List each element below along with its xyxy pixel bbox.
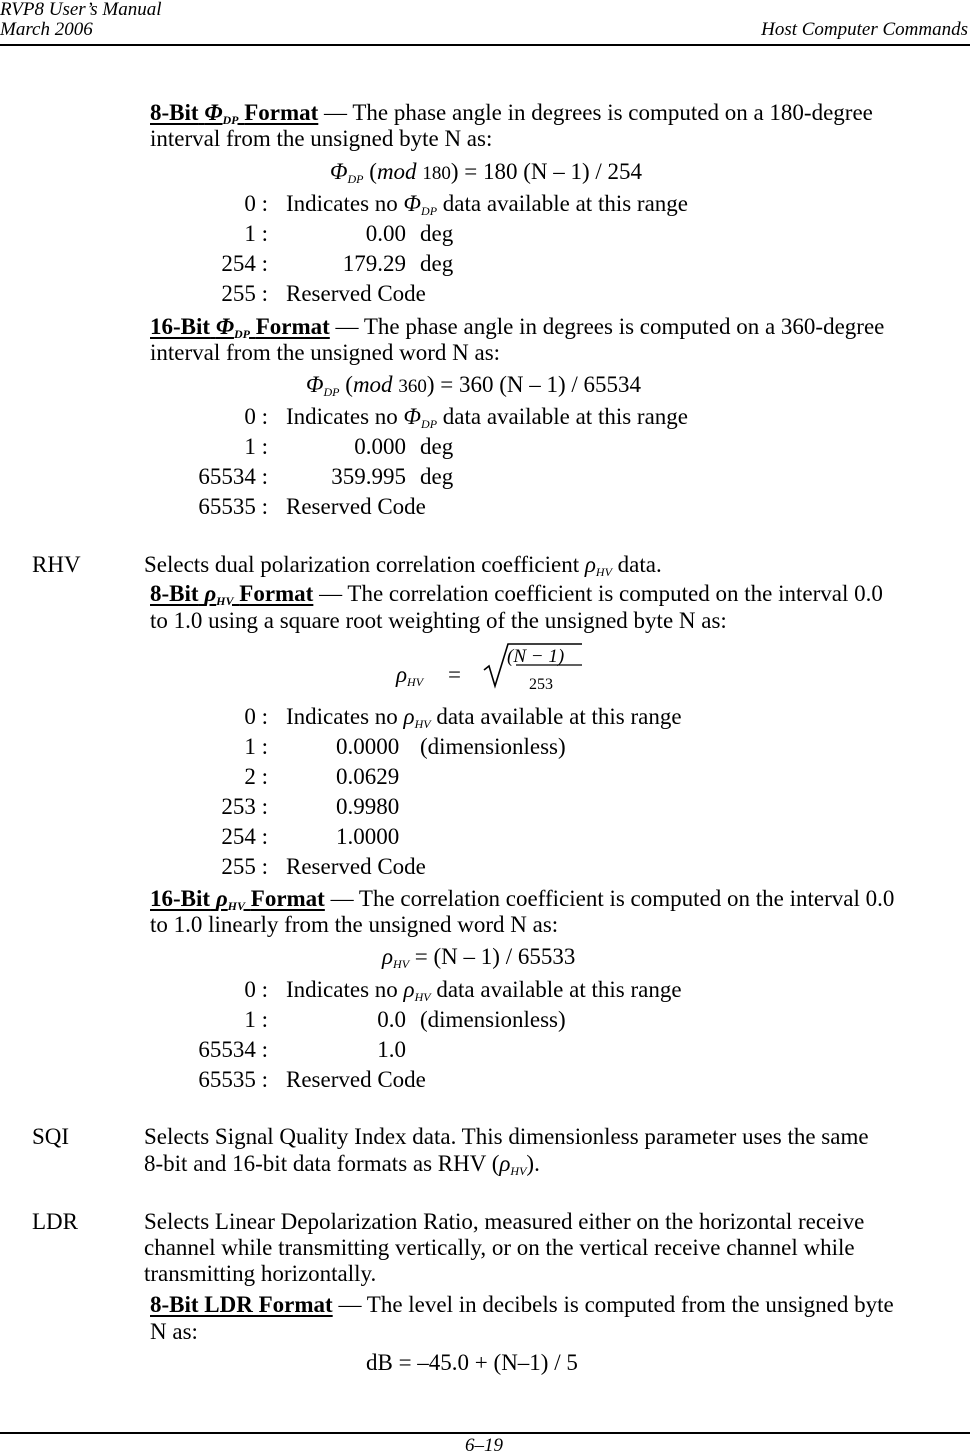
ldr-line2: channel while transmitting vertically, or on the vertical receive channel while [144,1235,855,1260]
phidp8-heading: 8-Bit ΦDP Format [150,100,319,127]
eq-numerator: (N − 1) [507,646,565,667]
table-row-index: 0 : [244,704,268,729]
header-date: March 2006 [0,19,93,40]
table-row-value: 1.0 [377,1037,406,1062]
table-row-value: Indicates no ΦDP data available at this range [286,404,688,431]
table-row-index: 65535 : [198,494,268,519]
ldr-line1: Selects Linear Depolarization Ratio, measured either on the horizontal receive [144,1209,865,1234]
rhv8-heading-line [150,581,883,610]
table-row-value: Indicates no ρHV data available at this range [286,704,682,731]
table-row-value: Reserved Code [286,1067,426,1092]
table-row-index: 2 : [244,764,268,789]
table-row-value: 0.0000 [336,734,400,759]
eq-lhs: ρHV [396,662,424,689]
ldr-desc2: N as: [150,1319,198,1344]
table-row-index: 0 : [244,977,268,1002]
table-row-unit: (dimensionless) [420,734,566,759]
sqi-line2: 8-bit and 16-bit data formats as RHV (ρHV). [144,1151,540,1178]
phidp8-desc2: interval from the unsigned byte N as: [150,126,493,151]
table-row-index: 65534 : [198,464,268,489]
table-row-index: 1 : [244,734,268,759]
rhv-intro: Selects dual polarization correlation coefficient ρHV data. [144,552,662,579]
table-row-index: 254 : [221,824,268,849]
eq-equals: = [448,662,461,687]
phidp16-heading: 16-Bit ΦDP Format [150,314,330,341]
table-row-index: 255 : [221,854,268,879]
rhv16-equation: ρHV = (N – 1) / 65533 [382,944,576,971]
table-row-value: Reserved Code [286,854,426,879]
footer-rule [0,1432,970,1434]
ldr-heading: 8-Bit LDR Format [150,1292,333,1317]
table-row-value: 359.995 [331,464,406,489]
rhv16-desc1: — The correlation coefficient is computed on the interval 0.0 [324,886,895,911]
table-row-value: Reserved Code [286,281,426,306]
table-row-index: 255 : [221,281,268,306]
table-row-index: 0 : [244,404,268,429]
table-row-value: 179.29 [342,251,406,276]
ldr-line3: transmitting horizontally. [144,1261,377,1286]
rhv8-desc1: — The correlation coefficient is computed on the interval 0.0 [313,581,883,606]
phidp8-desc1: — The phase angle in degrees is computed on a 180-degree [318,100,873,125]
rhv8-desc2: to 1.0 using a square root weighting of the unsigned byte N as: [150,608,727,633]
header-manual-title: RVP8 User’s Manual [0,0,162,20]
table-row-index: 1 : [244,221,268,246]
page-number: 6–19 [465,1435,503,1456]
table-row-value: 1.0000 [336,824,400,849]
rhv16-heading: 16-Bit ρHV Format [150,886,325,913]
table-row-value: Indicates no ρHV data available at this range [286,977,682,1004]
table-row-index: 1 : [244,434,268,459]
table-row-index: 65535 : [198,1067,268,1092]
table-row-value: Reserved Code [286,494,426,519]
table-row-index: 254 : [221,251,268,276]
ldr-label: LDR [32,1209,78,1234]
table-row-value: Indicates no ΦDP data available at this range [286,191,688,218]
table-row-unit: deg [420,251,454,276]
table-row-index: 1 : [244,1007,268,1032]
table-row-unit: (dimensionless) [420,1007,566,1032]
table-row-unit: deg [420,221,454,246]
rhv-label: RHV [32,552,81,577]
phidp16-desc2: interval from the unsigned word N as: [150,340,501,365]
header-section: Host Computer Commands [761,19,968,40]
phidp16-equation: ΦDP (mod 360) = 360 (N – 1) / 65534 [306,372,642,399]
table-row-value: 0.0629 [336,764,400,789]
header-rule [0,44,970,46]
sqi-line1: Selects Signal Quality Index data. This dimensionless parameter uses the same [144,1124,869,1149]
phidp8-equation: ΦDP (mod 180) = 180 (N – 1) / 254 [330,159,643,186]
rhv8-heading: 8-Bit ρHV Format [150,581,314,608]
table-row-index: 0 : [244,191,268,216]
table-row-value: 0.9980 [336,794,400,819]
table-row-value: 0.0 [377,1007,406,1032]
sqi-label: SQI [32,1124,70,1149]
table-row-value: 0.000 [354,434,406,459]
table-row-unit: deg [420,464,454,489]
phidp8-heading-line [150,100,873,129]
table-row-value: 0.00 [365,221,406,246]
table-row-index: 65534 : [198,1037,268,1062]
eq-denominator: 253 [529,676,553,693]
rhv16-heading-line [150,886,894,915]
phidp16-heading-line [150,314,884,343]
table-row-unit: deg [420,434,454,459]
ldr-equation: dB = –45.0 + (N–1) / 5 [366,1350,578,1375]
phidp16-desc1: — The phase angle in degrees is computed on a 360-degree [329,314,885,339]
ldr-desc1: — The level in decibels is computed from the unsigned byte [332,1292,894,1317]
table-row-index: 253 : [221,794,268,819]
ldr-heading-line [150,1292,894,1318]
rhv16-desc2: to 1.0 linearly from the unsigned word N as: [150,912,559,937]
